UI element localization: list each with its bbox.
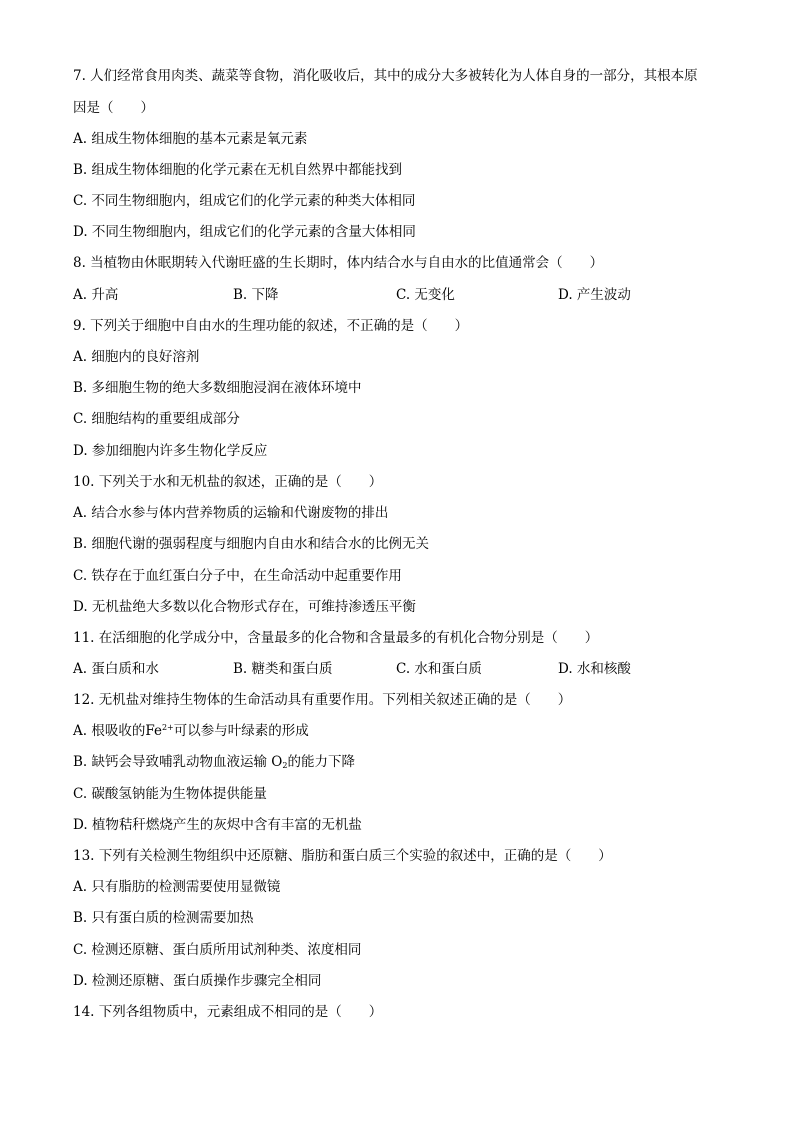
question-12-option-c: C. 碳酸氢钠能为生物体提供能量 bbox=[73, 786, 267, 802]
question-13-option-a: A. 只有脂肪的检测需要使用显微镜 bbox=[73, 879, 281, 895]
question-7-option-b: B. 组成生物体细胞的化学元素在无机自然界中都能找到 bbox=[73, 162, 403, 178]
question-12-option-a-suffix: 可以参与叶绿素的形成 bbox=[173, 723, 309, 739]
question-8-option-a: A. 升高 bbox=[73, 287, 119, 303]
question-14-stem: 14. 下列各组物质中，元素组成不相同的是（ ） bbox=[73, 1004, 383, 1020]
question-13-option-b: B. 只有蛋白质的检测需要加热 bbox=[73, 910, 254, 926]
question-7-option-d: D. 不同生物细胞内，组成它们的化学元素的含量大体相同 bbox=[73, 224, 416, 240]
question-10-option-b: B. 细胞代谢的强弱程度与细胞内自由水和结合水的比例无关 bbox=[73, 536, 430, 552]
question-8-option-b: B. 下降 bbox=[233, 287, 279, 303]
question-10-option-d: D. 无机盐绝大多数以化合物形式存在，可维持渗透压平衡 bbox=[73, 599, 416, 615]
question-10-stem: 10. 下列关于水和无机盐的叙述，正确的是（ ） bbox=[73, 474, 383, 490]
question-9-stem: 9. 下列关于细胞中自由水的生理功能的叙述，不正确的是（ ） bbox=[73, 318, 469, 334]
question-13-stem: 13. 下列有关检测生物组织中还原糖、脂肪和蛋白质三个实验的叙述中，正确的是（ ） bbox=[73, 848, 612, 864]
question-10-option-c: C. 铁存在于血红蛋白分子中，在生命活动中起重要作用 bbox=[73, 568, 402, 584]
question-9-option-b: B. 多细胞生物的绝大多数细胞浸润在液体环境中 bbox=[73, 380, 362, 396]
question-11-option-a: A. 蛋白质和水 bbox=[73, 661, 159, 677]
question-12-option-b-suffix: 的能力下降 bbox=[287, 754, 355, 770]
question-7-option-a: A. 组成生物体细胞的基本元素是氧元素 bbox=[73, 131, 308, 147]
question-13-option-d: D. 检测还原糖、蛋白质操作步骤完全相同 bbox=[73, 973, 322, 989]
question-12-option-d: D. 植物秸秆燃烧产生的灰烬中含有丰富的无机盐 bbox=[73, 817, 362, 833]
question-12-stem: 12. 无机盐对维持生物体的生命活动具有重要作用。下列相关叙述正确的是（ ） bbox=[73, 692, 572, 708]
question-9-option-c: C. 细胞结构的重要组成部分 bbox=[73, 411, 240, 427]
question-10-option-a: A. 结合水参与体内营养物质的运输和代谢废物的排出 bbox=[73, 505, 389, 521]
oxygen-subscript: 2 bbox=[282, 761, 288, 770]
question-12-option-b-prefix: B. 缺钙会导致哺乳动物血液运输 O bbox=[73, 754, 283, 770]
question-12-option-a-prefix: A. 根吸收的Fe bbox=[73, 723, 162, 739]
question-7-stem: 7. 人们经常食用肉类、蔬菜等食物，消化吸收后，其中的成分大多被转化为人体自身的一部分，其根本原 bbox=[73, 68, 698, 84]
question-9-option-d: D. 参加细胞内许多生物化学反应 bbox=[73, 443, 268, 459]
question-11-option-c: C. 水和蛋白质 bbox=[396, 661, 482, 677]
iron-ion-charge: 2+ bbox=[161, 723, 174, 732]
question-9-option-a: A. 细胞内的良好溶剂 bbox=[73, 349, 200, 365]
question-8-option-d: D. 产生波动 bbox=[558, 287, 631, 303]
question-11-option-b: B. 糖类和蛋白质 bbox=[233, 661, 333, 677]
question-12-option-b bbox=[73, 753, 355, 771]
question-11-option-d: D. 水和核酸 bbox=[558, 661, 631, 677]
question-8-option-c: C. 无变化 bbox=[396, 287, 455, 303]
question-7-stem-continued: 因是（ ） bbox=[73, 100, 154, 116]
question-8-stem: 8. 当植物由休眠期转入代谢旺盛的生长期时，体内结合水与自由水的比值通常会（ ） bbox=[73, 255, 604, 271]
question-13-option-c: C. 检测还原糖、蛋白质所用试剂种类、浓度相同 bbox=[73, 942, 362, 958]
question-12-option-a bbox=[73, 722, 309, 740]
question-11-stem: 11. 在活细胞的化学成分中，含量最多的化合物和含量最多的有机化合物分别是（ ） bbox=[73, 630, 599, 646]
question-7-option-c: C. 不同生物细胞内，组成它们的化学元素的种类大体相同 bbox=[73, 193, 416, 209]
